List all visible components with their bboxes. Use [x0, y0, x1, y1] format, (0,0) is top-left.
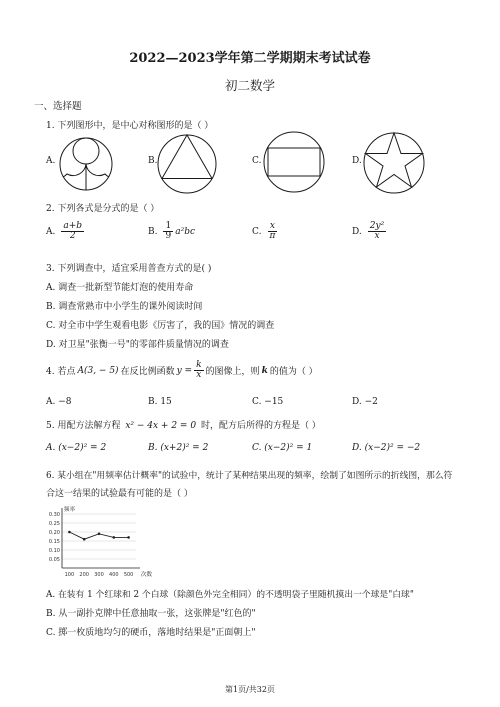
q2-stem: 2. 下列各式是分式的是（ ） [46, 204, 160, 214]
q1-label-a: A. [46, 156, 56, 166]
q1-figure-c [262, 130, 326, 194]
q2-option-d [352, 222, 388, 242]
q1-figure-b [156, 133, 218, 195]
q4-option-c: C. −15 [252, 397, 284, 407]
q6-stem-line1: 6. 某小组在"用频率估计概率"的试验中，统计了某种结果出现的频率，绘制了如图所示的折线图，那么符 [46, 471, 453, 481]
q4-x: x [196, 370, 202, 381]
page-subtitle: 初二数学 [224, 78, 275, 93]
page-title: 2022—2023学年第二学期期末考试试卷 [129, 51, 371, 66]
q1-figure-d [362, 131, 426, 195]
q5-stem [46, 418, 321, 431]
q2-d-denominator: x [374, 231, 380, 242]
q4-func: y = [176, 365, 193, 376]
q4-point: A(3, − 5) [77, 365, 119, 376]
q4-k: k [196, 360, 202, 370]
q6-line-chart [40, 504, 152, 580]
q2-label-a: A. [46, 226, 56, 237]
x-tick-label: 500 [123, 572, 134, 578]
q3-option-d: D. 对卫星"张衡一号"的零部件质量情况的调查 [46, 340, 229, 350]
data-point [127, 536, 130, 539]
y-axis-label: 频率 [64, 507, 76, 513]
q2-label-c: C. [252, 226, 262, 237]
q2-d-numerator: 2y² [369, 221, 385, 231]
x-tick-label: 300 [94, 572, 104, 578]
q2-label-d: D. [352, 226, 362, 237]
q4-option-a: A. −8 [46, 397, 72, 407]
q1-figure-a [58, 136, 114, 192]
y-tick-label: 0.10 [48, 548, 60, 554]
q4-stem-mid: 在反比例函数 [120, 367, 175, 378]
q4-kvar: k [261, 365, 268, 376]
y-tick-label: 0.20 [48, 530, 60, 536]
q5-equation: x² − 4x + 2 = 0 [125, 421, 197, 431]
q4-option-d: D. −2 [352, 397, 378, 407]
q1-label-c: C. [252, 156, 262, 166]
page-footer: 第1页/共32页 [225, 685, 275, 694]
y-tick-label: 0.05 [48, 557, 60, 563]
q3-option-a: A. 调查一批新型节能灯泡的使用寿命 [46, 283, 194, 293]
q2-a-denominator: 2 [69, 231, 76, 242]
q6-option-c: C. 掷一枚质地均匀的硬币，落地时结果是"正面朝上" [46, 628, 256, 638]
q2-b-denominator: 9 [165, 231, 172, 242]
q5-option-d: D. (x−2)² = −2 [352, 443, 421, 453]
q5-stem-post: 时，配方后所得的方程是（ ） [200, 421, 321, 431]
data-point [68, 531, 71, 534]
data-point [83, 538, 86, 541]
q2-c-denominator: π [269, 231, 276, 242]
q3-option-c: C. 对全市中学生观看电影《厉害了，我的国》情况的调查 [46, 321, 275, 331]
q2-option-b [148, 222, 195, 242]
q2-b-numerator: 1 [165, 221, 172, 231]
q6-option-a: A. 在装有 1 个红球和 2 个白球（除颜色外完全相同）的不透明袋子里随机摸出一个球是"白球" [46, 590, 414, 600]
q4-option-b: B. 15 [148, 397, 172, 407]
q6-option-b: B. 从一副扑克牌中任意抽取一张，这张牌是"红色的" [46, 609, 256, 619]
q1-label-d: D. [352, 156, 362, 166]
x-tick-label: 200 [79, 572, 89, 578]
x-tick-label: 400 [109, 572, 119, 578]
q2-option-a [46, 222, 86, 242]
data-point [113, 536, 116, 539]
q4-stem-pre: 4. 若点 [46, 367, 76, 378]
q3-stem: 3. 下列调查中，适宜采用普查方式的是( ) [46, 264, 212, 274]
q4-stem-end: 的值为（ ） [269, 367, 318, 378]
q5-stem-pre: 5. 用配方法解方程 [46, 421, 121, 431]
q2-c-numerator: x [269, 221, 275, 231]
x-axis-label: 次数 [141, 572, 152, 578]
q1-label-b: B. [148, 156, 158, 166]
q5-option-a: A. (x−2)² = 2 [46, 443, 107, 453]
q5-option-c: C. (x−2)² = 1 [252, 443, 313, 453]
q2-option-c [252, 222, 279, 242]
q6-stem-line2: 合这一结果的试验最有可能的是（ ） [46, 489, 193, 499]
data-point [98, 533, 101, 536]
q2-b-tail: a²bc [175, 226, 195, 237]
section-heading: 一、选择题 [34, 101, 82, 112]
q5-option-b: B. (x+2)² = 2 [148, 443, 209, 453]
q3-option-b: B. 调查常熟市中小学生的课外阅读时间 [46, 302, 203, 312]
y-tick-label: 0.25 [48, 521, 60, 527]
q4-stem [46, 361, 318, 381]
q2-a-numerator: a+b [63, 221, 83, 231]
q1-stem: 1. 下列图形中，是中心对称图形的是（ ） [46, 121, 214, 131]
y-tick-label: 0.15 [48, 539, 60, 545]
q2-label-b: B. [148, 226, 158, 237]
q4-stem-post: 的图像上，则 [205, 367, 260, 378]
x-tick-label: 100 [64, 572, 75, 578]
y-tick-label: 0.30 [48, 512, 60, 518]
